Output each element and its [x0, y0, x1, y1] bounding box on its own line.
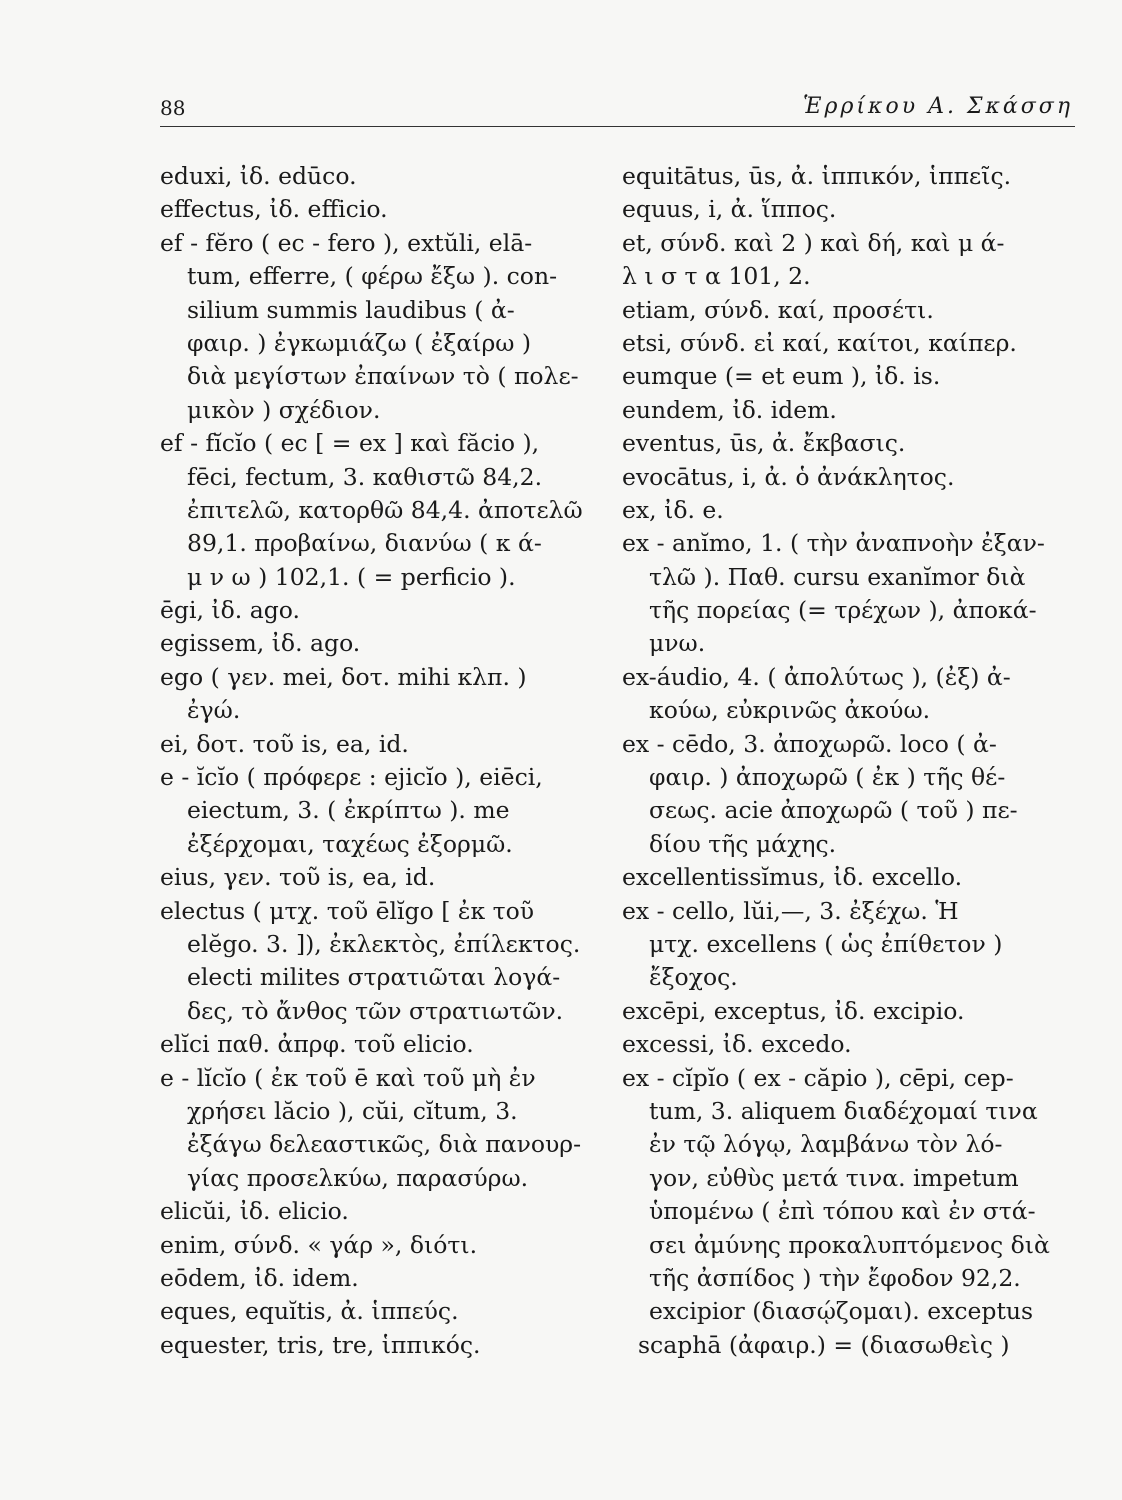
- dictionary-entry-line: ex, ἰδ. e.: [622, 495, 724, 524]
- entry-continuation-line: κούω, εὐκρινῶς ἀκούω.: [649, 696, 931, 725]
- dictionary-entry-line: et, σύνδ. καὶ 2 ) καὶ δή, καὶ μ ά-: [622, 228, 1005, 257]
- dictionary-entry-line: λ ι σ τ α 101, 2.: [622, 262, 811, 291]
- entry-continuation-line: ὑπομένω ( ἐπὶ τόπου καὶ ἐν στά-: [649, 1197, 1036, 1226]
- dictionary-entry-line: eventus, ūs, ἀ. ἔκβασις.: [622, 429, 906, 458]
- dictionary-entry-line: enim, σύνδ. « γάρ », διότι.: [160, 1230, 478, 1259]
- dictionary-entry-line: ex - anĭmo, 1. ( τὴν ἀναπνοὴν ἐξαν-: [622, 529, 1045, 558]
- dictionary-entry-line: effectus, ἰδ. efficio.: [160, 195, 388, 224]
- entry-continuation-line: tum, 3. aliquem διαδέχομαί τινα: [649, 1096, 1038, 1125]
- entry-continuation-line: silium summis laudibus ( ἀ-: [187, 295, 515, 324]
- entry-continuation-line: fēci, fectum, 3. καθιστῶ 84,2.: [187, 462, 543, 491]
- dictionary-entry-line: excessi, ἰδ. excedo.: [622, 1030, 852, 1059]
- dictionary-entry-line: ei, δοτ. τοῦ is, ea, id.: [160, 729, 409, 758]
- entry-continuation-line: σεως. acie ἀποχωρῶ ( τοῦ ) πε-: [649, 796, 1018, 825]
- dictionary-entry-line: egissem, ἰδ. ago.: [160, 629, 361, 658]
- dictionary-entry-line: elicŭi, ἰδ. elicio.: [160, 1197, 349, 1226]
- dictionary-entry-line: evocātus, i, ἀ. ὁ ἀνάκλητος.: [622, 462, 955, 491]
- entry-continuation-line: μνω.: [649, 629, 706, 658]
- dictionary-entry-line: ef - fĭcĭo ( ec [ = ex ] καὶ făcio ),: [160, 429, 540, 458]
- entry-continuation-line: ἐν τῷ λόγῳ, λαμβάνω τὸν λό-: [649, 1130, 1003, 1159]
- right-column: [622, 160, 1077, 1362]
- left-column: [160, 160, 600, 1362]
- dictionary-entry-line: eundem, ἰδ. idem.: [622, 395, 837, 424]
- entry-continuation-line: γον, εὐθὺς μετά τινα. impetum: [649, 1163, 1019, 1192]
- dictionary-entry-line: ex - cēdo, 3. ἀποχωρῶ. loco ( ἀ-: [622, 729, 997, 758]
- dictionary-entry-line: ex - cello, lŭi,—, 3. ἐξέχω. Ἡ: [622, 896, 959, 925]
- entry-continuation-line: τῆς ἀσπίδος ) τὴν ἔφοδον 92,2.: [649, 1263, 1021, 1292]
- dictionary-entry-line: etsi, σύνδ. εἰ καί, καίτοι, καίπερ.: [622, 328, 1017, 357]
- entry-continuation-line: μτχ. excellens ( ὡς ἐπίθετον ): [649, 929, 1003, 958]
- dictionary-entry-line: etiam, σύνδ. καί, προσέτι.: [622, 295, 934, 324]
- entry-continuation-line: φαιρ. ) ἀποχωρῶ ( ἐκ ) τῆς θέ-: [649, 763, 1006, 792]
- entry-continuation-line: ἔξοχος.: [649, 963, 738, 992]
- dictionary-entry-line: eumque (= et eum ), ἰδ. is.: [622, 362, 941, 391]
- entry-continuation-line: τλῶ ). Παθ. cursu exanĭmor διὰ: [649, 562, 1026, 591]
- dictionary-entry-line: e - lĭcĭo ( ἐκ τοῦ ē καὶ τοῦ μὴ ἐν: [160, 1063, 536, 1092]
- entry-continuation-line: ἐξέρχομαι, ταχέως ἐξορμῶ.: [187, 829, 513, 858]
- dictionary-entry-line: ex - cĭpĭo ( ex - căpio ), cēpi, cep-: [622, 1063, 1014, 1092]
- dictionary-entry-line: ēgi, ἰδ. ago.: [160, 596, 300, 625]
- entry-continuation-line: δες, τὸ ἄνθος τῶν στρατιωτῶν.: [187, 996, 564, 1025]
- entry-continuation-line: ἐπιτελῶ, κατορθῶ 84,4. ἀποτελῶ: [187, 495, 583, 524]
- entry-continuation-line: γίας προσελκύω, παρασύρω.: [187, 1163, 529, 1192]
- entry-continuation-line: σει ἀμύνης προκαλυπτόμενος διὰ: [649, 1230, 1050, 1259]
- dictionary-entry-line: ego ( γεν. mei, δοτ. mihi κλπ. ): [160, 662, 527, 691]
- dictionary-entry-line: ef - fĕro ( ec - fero ), extŭli, elā-: [160, 228, 533, 257]
- dictionary-entry-line: equester, tris, tre, ἱππικός.: [160, 1330, 481, 1359]
- entry-continuation-line: μικὸν ) σχέδιον.: [187, 395, 381, 424]
- dictionary-entry-line: eques, equĭtis, ἀ. ἱππεύς.: [160, 1297, 459, 1326]
- dictionary-entry-line: equus, i, ἀ. ἵππος.: [622, 195, 837, 224]
- dictionary-entry-line: eduxi, ἰδ. edūco.: [160, 162, 357, 190]
- entry-continuation-line: δίου τῆς μάχης.: [649, 829, 837, 858]
- entry-continuation-line: ἐξάγω δελεαστικῶς, διὰ πανουρ-: [187, 1130, 582, 1159]
- page-number: 88: [160, 96, 186, 120]
- dictionary-entry-line: electus ( μτχ. τοῦ ēlĭgo [ ἐκ τοῦ: [160, 896, 535, 925]
- dictionary-entry-line: equitātus, ūs, ἀ. ἱππικόν, ἱππεῖς.: [622, 162, 1012, 190]
- entry-continuation-line: χρήσει lăcio ), cŭi, cĭtum, 3.: [187, 1096, 518, 1125]
- entry-continuation-line: φαιρ. ) ἐγκωμιάζω ( ἐξαίρω ): [187, 328, 532, 357]
- dictionary-entry-line: elĭci παθ. ἀπρφ. τοῦ elicio.: [160, 1030, 474, 1059]
- entry-continuation-line: ἐγώ.: [187, 696, 241, 725]
- dictionary-entry-line: ex-áudio, 4. ( ἀπολύτως ), (ἐξ) ἀ-: [622, 662, 1011, 691]
- dictionary-entry-line: eius, γεν. τοῦ is, ea, id.: [160, 863, 436, 892]
- entry-continuation-line: elĕgo. 3. ]), ἐκλεκτὸς, ἐπίλεκτος.: [187, 929, 581, 958]
- entry-continuation-line: 89,1. προβαίνω, διανύω ( κ ά-: [187, 529, 542, 558]
- entry-continuation-line: διὰ μεγίστων ἐπαίνων τὸ ( πολε-: [187, 362, 579, 391]
- entry-continuation-line: τῆς πορείας (= τρέχων ), ἀποκά-: [649, 596, 1037, 625]
- page-header: [160, 92, 1075, 127]
- dictionary-entry-line: excellentissĭmus, ἰδ. excello.: [622, 863, 963, 892]
- dictionary-entry-line: eōdem, ἰδ. idem.: [160, 1263, 359, 1292]
- dictionary-entry-line: excēpi, exceptus, ἰδ. excipio.: [622, 996, 965, 1025]
- entry-continuation-line: electi milites στρατιῶται λογά-: [187, 963, 561, 992]
- entry-continuation-line: excipior (διασῴζομαι). exceptus: [649, 1297, 1034, 1326]
- entry-continuation-line: μ ν ω ) 102,1. ( = perficio ).: [187, 562, 516, 591]
- entry-continuation-line: tum, efferre, ( φέρω ἔξω ). con-: [187, 262, 558, 291]
- dictionary-entry-line: e - ĭcĭo ( πρόφερε : ejicĭo ), eiēci,: [160, 763, 543, 792]
- running-head: Ἑρρίκου Α. Σκάσση: [803, 94, 1073, 119]
- entry-continuation-line: eiectum, 3. ( ἐκρίπτω ). me: [187, 796, 510, 825]
- entry-continuation-line: scaphā (ἀφαιρ.) = (διασωθεὶς ): [638, 1330, 1010, 1359]
